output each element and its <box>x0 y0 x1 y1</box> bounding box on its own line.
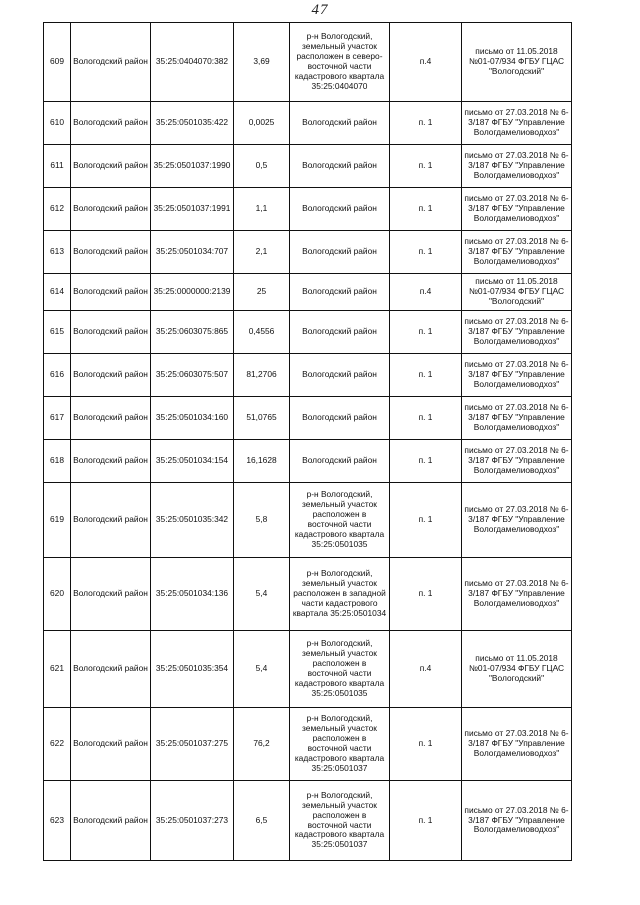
cadastral-number-cell: 35:25:0501037:273 <box>151 781 234 861</box>
cadastral-number-cell: 35:25:0501034:707 <box>151 231 234 274</box>
basis-cell: п. 1 <box>390 145 462 188</box>
location-cell: Вологодский район <box>290 102 390 145</box>
land-plots-table <box>43 22 572 861</box>
district-cell: Вологодский район <box>71 311 151 354</box>
area-cell: 5,4 <box>234 558 290 631</box>
row-number-cell: 623 <box>44 781 71 861</box>
table-row <box>44 231 572 274</box>
row-number-cell: 609 <box>44 23 71 102</box>
district-cell: Вологодский район <box>71 631 151 708</box>
row-number-cell: 611 <box>44 145 71 188</box>
row-number-cell: 622 <box>44 708 71 781</box>
area-cell: 1,1 <box>234 188 290 231</box>
table-row <box>44 188 572 231</box>
row-number-cell: 610 <box>44 102 71 145</box>
location-cell: Вологодский район <box>290 188 390 231</box>
basis-cell: п. 1 <box>390 102 462 145</box>
district-cell: Вологодский район <box>71 23 151 102</box>
cadastral-number-cell: 35:25:0501034:160 <box>151 397 234 440</box>
district-cell: Вологодский район <box>71 781 151 861</box>
cadastral-number-cell: 35:25:0404070:382 <box>151 23 234 102</box>
table-row <box>44 274 572 311</box>
basis-cell: п. 1 <box>390 354 462 397</box>
location-cell: Вологодский район <box>290 274 390 311</box>
table-row <box>44 781 572 861</box>
reference-letter-cell: письмо от 11.05.2018 №01-07/934 ФГБУ ГЦАС "Вологодский" <box>462 23 572 102</box>
reference-letter-cell: письмо от 27.03.2018 № 6-3/187 ФГБУ "Управление Вологдамелиоводхоз" <box>462 354 572 397</box>
table-row <box>44 102 572 145</box>
district-cell: Вологодский район <box>71 440 151 483</box>
location-cell: р-н Вологодский, земельный участок расположен в северо-восточной части кадастрового квартала 35:25:0404070 <box>290 23 390 102</box>
row-number-cell: 620 <box>44 558 71 631</box>
area-cell: 5,8 <box>234 483 290 558</box>
reference-letter-cell: письмо от 27.03.2018 № 6-3/187 ФГБУ "Управление Вологдамелиоводхоз" <box>462 311 572 354</box>
table-row <box>44 145 572 188</box>
reference-letter-cell: письмо от 27.03.2018 № 6-3/187 ФГБУ "Управление Вологдамелиоводхоз" <box>462 483 572 558</box>
area-cell: 3,69 <box>234 23 290 102</box>
cadastral-number-cell: 35:25:0501037:1990 <box>151 145 234 188</box>
location-cell: Вологодский район <box>290 145 390 188</box>
district-cell: Вологодский район <box>71 558 151 631</box>
area-cell: 51,0765 <box>234 397 290 440</box>
reference-letter-cell: письмо от 27.03.2018 № 6-3/187 ФГБУ "Управление Вологдамелиоводхоз" <box>462 558 572 631</box>
reference-letter-cell: письмо от 27.03.2018 № 6-3/187 ФГБУ "Управление Вологдамелиоводхоз" <box>462 397 572 440</box>
row-number-cell: 616 <box>44 354 71 397</box>
basis-cell: п. 1 <box>390 483 462 558</box>
basis-cell: п. 1 <box>390 188 462 231</box>
district-cell: Вологодский район <box>71 231 151 274</box>
reference-letter-cell: письмо от 27.03.2018 № 6-3/187 ФГБУ "Управление Вологдамелиоводхоз" <box>462 440 572 483</box>
table-row <box>44 354 572 397</box>
table-row <box>44 558 572 631</box>
table-row <box>44 23 572 102</box>
cadastral-number-cell: 35:25:0603075:865 <box>151 311 234 354</box>
cadastral-number-cell: 35:25:0603075:507 <box>151 354 234 397</box>
page-number: 47 <box>311 2 329 18</box>
district-cell: Вологодский район <box>71 188 151 231</box>
row-number-cell: 612 <box>44 188 71 231</box>
table-row <box>44 440 572 483</box>
cadastral-number-cell: 35:25:0501035:354 <box>151 631 234 708</box>
area-cell: 2,1 <box>234 231 290 274</box>
area-cell: 5,4 <box>234 631 290 708</box>
location-cell: Вологодский район <box>290 397 390 440</box>
cadastral-number-cell: 35:25:0000000:2139 <box>151 274 234 311</box>
area-cell: 76,2 <box>234 708 290 781</box>
basis-cell: п. 1 <box>390 708 462 781</box>
row-number-cell: 618 <box>44 440 71 483</box>
location-cell: р-н Вологодский, земельный участок расположен в восточной части кадастрового квартала 35:25:0501035 <box>290 631 390 708</box>
reference-letter-cell: письмо от 27.03.2018 № 6-3/187 ФГБУ "Управление Вологдамелиоводхоз" <box>462 708 572 781</box>
row-number-cell: 614 <box>44 274 71 311</box>
area-cell: 0,4556 <box>234 311 290 354</box>
reference-letter-cell: письмо от 27.03.2018 № 6-3/187 ФГБУ "Управление Вологдамелиоводхоз" <box>462 145 572 188</box>
table-row <box>44 631 572 708</box>
district-cell: Вологодский район <box>71 397 151 440</box>
basis-cell: п. 1 <box>390 781 462 861</box>
area-cell: 25 <box>234 274 290 311</box>
district-cell: Вологодский район <box>71 483 151 558</box>
reference-letter-cell: письмо от 27.03.2018 № 6-3/187 ФГБУ "Управление Вологдамелиоводхоз" <box>462 188 572 231</box>
basis-cell: п. 1 <box>390 558 462 631</box>
row-number-cell: 613 <box>44 231 71 274</box>
location-cell: р-н Вологодский, земельный участок расположен в восточной части кадастрового квартала 35:25:0501037 <box>290 781 390 861</box>
location-cell: Вологодский район <box>290 231 390 274</box>
basis-cell: п. 1 <box>390 397 462 440</box>
basis-cell: п. 1 <box>390 440 462 483</box>
basis-cell: п. 1 <box>390 311 462 354</box>
cadastral-number-cell: 35:25:0501034:136 <box>151 558 234 631</box>
cadastral-number-cell: 35:25:0501034:154 <box>151 440 234 483</box>
table-row <box>44 708 572 781</box>
table-row <box>44 311 572 354</box>
basis-cell: п.4 <box>390 23 462 102</box>
area-cell: 6,5 <box>234 781 290 861</box>
district-cell: Вологодский район <box>71 708 151 781</box>
reference-letter-cell: письмо от 11.05.2018 №01-07/934 ФГБУ ГЦАС "Вологодский" <box>462 274 572 311</box>
reference-letter-cell: письмо от 27.03.2018 № 6-3/187 ФГБУ "Управление Вологдамелиоводхоз" <box>462 781 572 861</box>
row-number-cell: 617 <box>44 397 71 440</box>
reference-letter-cell: письмо от 27.03.2018 № 6-3/187 ФГБУ "Управление Вологдамелиоводхоз" <box>462 102 572 145</box>
reference-letter-cell: письмо от 11.05.2018 №01-07/934 ФГБУ ГЦАС "Вологодский" <box>462 631 572 708</box>
cadastral-number-cell: 35:25:0501035:342 <box>151 483 234 558</box>
area-cell: 0,0025 <box>234 102 290 145</box>
cadastral-number-cell: 35:25:0501037:1991 <box>151 188 234 231</box>
location-cell: Вологодский район <box>290 354 390 397</box>
location-cell: р-н Вологодский, земельный участок расположен в западной части кадастрового квартала 35:25:0501034 <box>290 558 390 631</box>
reference-letter-cell: письмо от 27.03.2018 № 6-3/187 ФГБУ "Управление Вологдамелиоводхоз" <box>462 231 572 274</box>
district-cell: Вологодский район <box>71 102 151 145</box>
location-cell: Вологодский район <box>290 440 390 483</box>
area-cell: 0,5 <box>234 145 290 188</box>
location-cell: р-н Вологодский, земельный участок расположен в восточной части кадастрового квартала 35:25:0501035 <box>290 483 390 558</box>
table-row <box>44 397 572 440</box>
row-number-cell: 615 <box>44 311 71 354</box>
basis-cell: п.4 <box>390 631 462 708</box>
row-number-cell: 621 <box>44 631 71 708</box>
row-number-cell: 619 <box>44 483 71 558</box>
district-cell: Вологодский район <box>71 274 151 311</box>
cadastral-number-cell: 35:25:0501037:275 <box>151 708 234 781</box>
district-cell: Вологодский район <box>71 354 151 397</box>
table-row <box>44 483 572 558</box>
basis-cell: п.4 <box>390 274 462 311</box>
cadastral-number-cell: 35:25:0501035:422 <box>151 102 234 145</box>
location-cell: р-н Вологодский, земельный участок расположен в восточной части кадастрового квартала 35:25:0501037 <box>290 708 390 781</box>
district-cell: Вологодский район <box>71 145 151 188</box>
area-cell: 81,2706 <box>234 354 290 397</box>
area-cell: 16,1628 <box>234 440 290 483</box>
basis-cell: п. 1 <box>390 231 462 274</box>
location-cell: Вологодский район <box>290 311 390 354</box>
